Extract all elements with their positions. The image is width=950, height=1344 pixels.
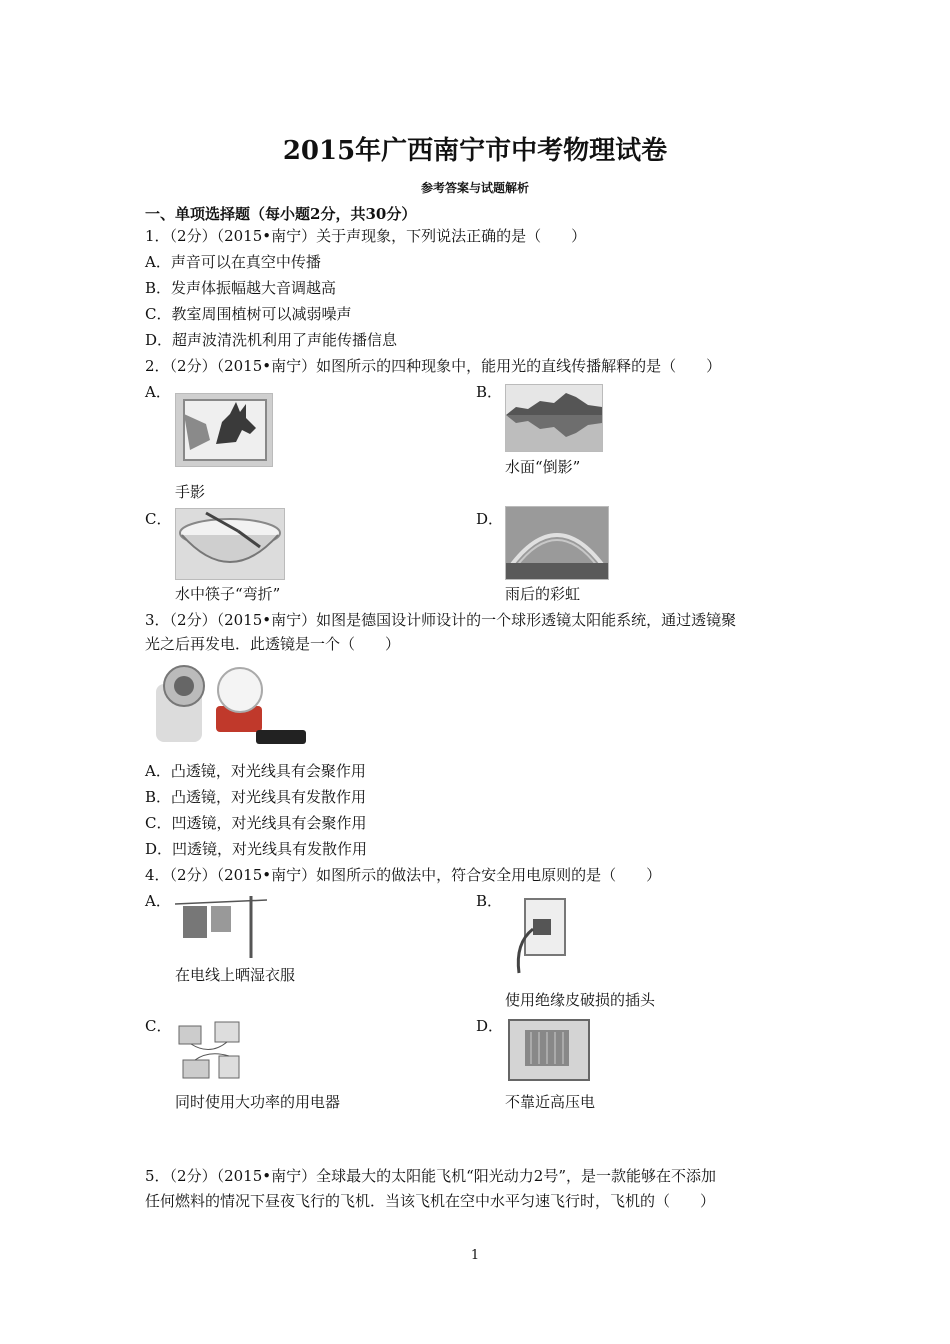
q2-label-c: C．	[145, 510, 172, 528]
q4-caption-a: 在电线上晒湿衣服	[175, 966, 296, 984]
q4-caption-b: 使用绝缘皮破损的插头	[505, 991, 656, 1009]
q5-stem-line1: 5．（2分）（2015•南宁）全球最大的太阳能飞机“阳光动力2号”，是一款能够在不添加	[145, 1167, 716, 1185]
q1-stem: 1．（2分）（2015•南宁）关于声现象，下列说法正确的是（ ）	[145, 227, 587, 245]
q1-option-b: B．发声体振幅越大音调越高	[145, 279, 337, 297]
q2-label-a: A．	[145, 383, 171, 401]
q2-caption-a: 手影	[175, 483, 206, 501]
rainbow-image	[505, 506, 609, 580]
q3-stem-line1: 3．（2分）（2015•南宁）如图是德国设计师设计的一个球形透镜太阳能系统，通过透镜聚	[145, 611, 737, 629]
damaged-plug-image	[505, 893, 577, 977]
q1-option-d: D．超声波清洗机利用了声能传播信息	[145, 331, 398, 349]
chopsticks-in-water-image	[175, 508, 285, 580]
clothes-on-wire-image	[175, 892, 267, 958]
q2-label-d: D．	[476, 510, 504, 528]
q3-option-a: A．凸透镜，对光线具有会聚作用	[145, 762, 366, 780]
q2-stem: 2．（2分）（2015•南宁）如图所示的四种现象中，能用光的直线传播解释的是（ ）	[145, 357, 722, 375]
q1-option-c: C．教室周围植树可以减弱噪声	[145, 305, 352, 323]
q4-caption-c: 同时使用大功率的用电器	[175, 1093, 341, 1111]
page-number: 1	[470, 1248, 480, 1263]
q5-stem-line2: 任何燃料的情况下昼夜飞行的飞机．当该飞机在空中水平匀速飞行时，飞机的（ ）	[145, 1192, 716, 1210]
q4-label-b: B．	[476, 892, 503, 910]
q4-label-d: D．	[476, 1017, 504, 1035]
high-voltage-image	[505, 1014, 593, 1086]
q2-caption-d: 雨后的彩虹	[505, 585, 581, 603]
q4-caption-d: 不靠近高压电	[505, 1093, 596, 1111]
page-title: 2015年广西南宁市中考物理试卷	[282, 136, 668, 166]
q4-label-c: C．	[145, 1017, 172, 1035]
q3-stem-line2: 光之后再发电．此透镜是一个（ ）	[145, 635, 401, 653]
q2-label-b: B．	[476, 383, 503, 401]
high-power-appliances-image	[175, 1016, 245, 1082]
q3-option-d: D．凹透镜，对光线具有发散作用	[145, 840, 368, 858]
page-subtitle: 参考答案与试题解析	[420, 181, 529, 195]
q1-option-a: A．声音可以在真空中传播	[145, 253, 321, 271]
q2-caption-b: 水面“倒影”	[505, 458, 581, 476]
spherical-lens-image	[150, 662, 310, 748]
q3-option-c: C．凹透镜，对光线具有会聚作用	[145, 814, 367, 832]
section-heading: 一、单项选择题（每小题2分，共30分）	[145, 205, 417, 223]
water-reflection-image	[505, 384, 603, 452]
q4-label-a: A．	[145, 892, 171, 910]
q2-caption-c: 水中筷子“弯折”	[175, 585, 281, 603]
q4-stem: 4．（2分）（2015•南宁）如图所示的做法中，符合安全用电原则的是（ ）	[145, 866, 662, 884]
hand-shadow-image	[175, 393, 273, 467]
q3-option-b: B．凸透镜，对光线具有发散作用	[145, 788, 367, 806]
